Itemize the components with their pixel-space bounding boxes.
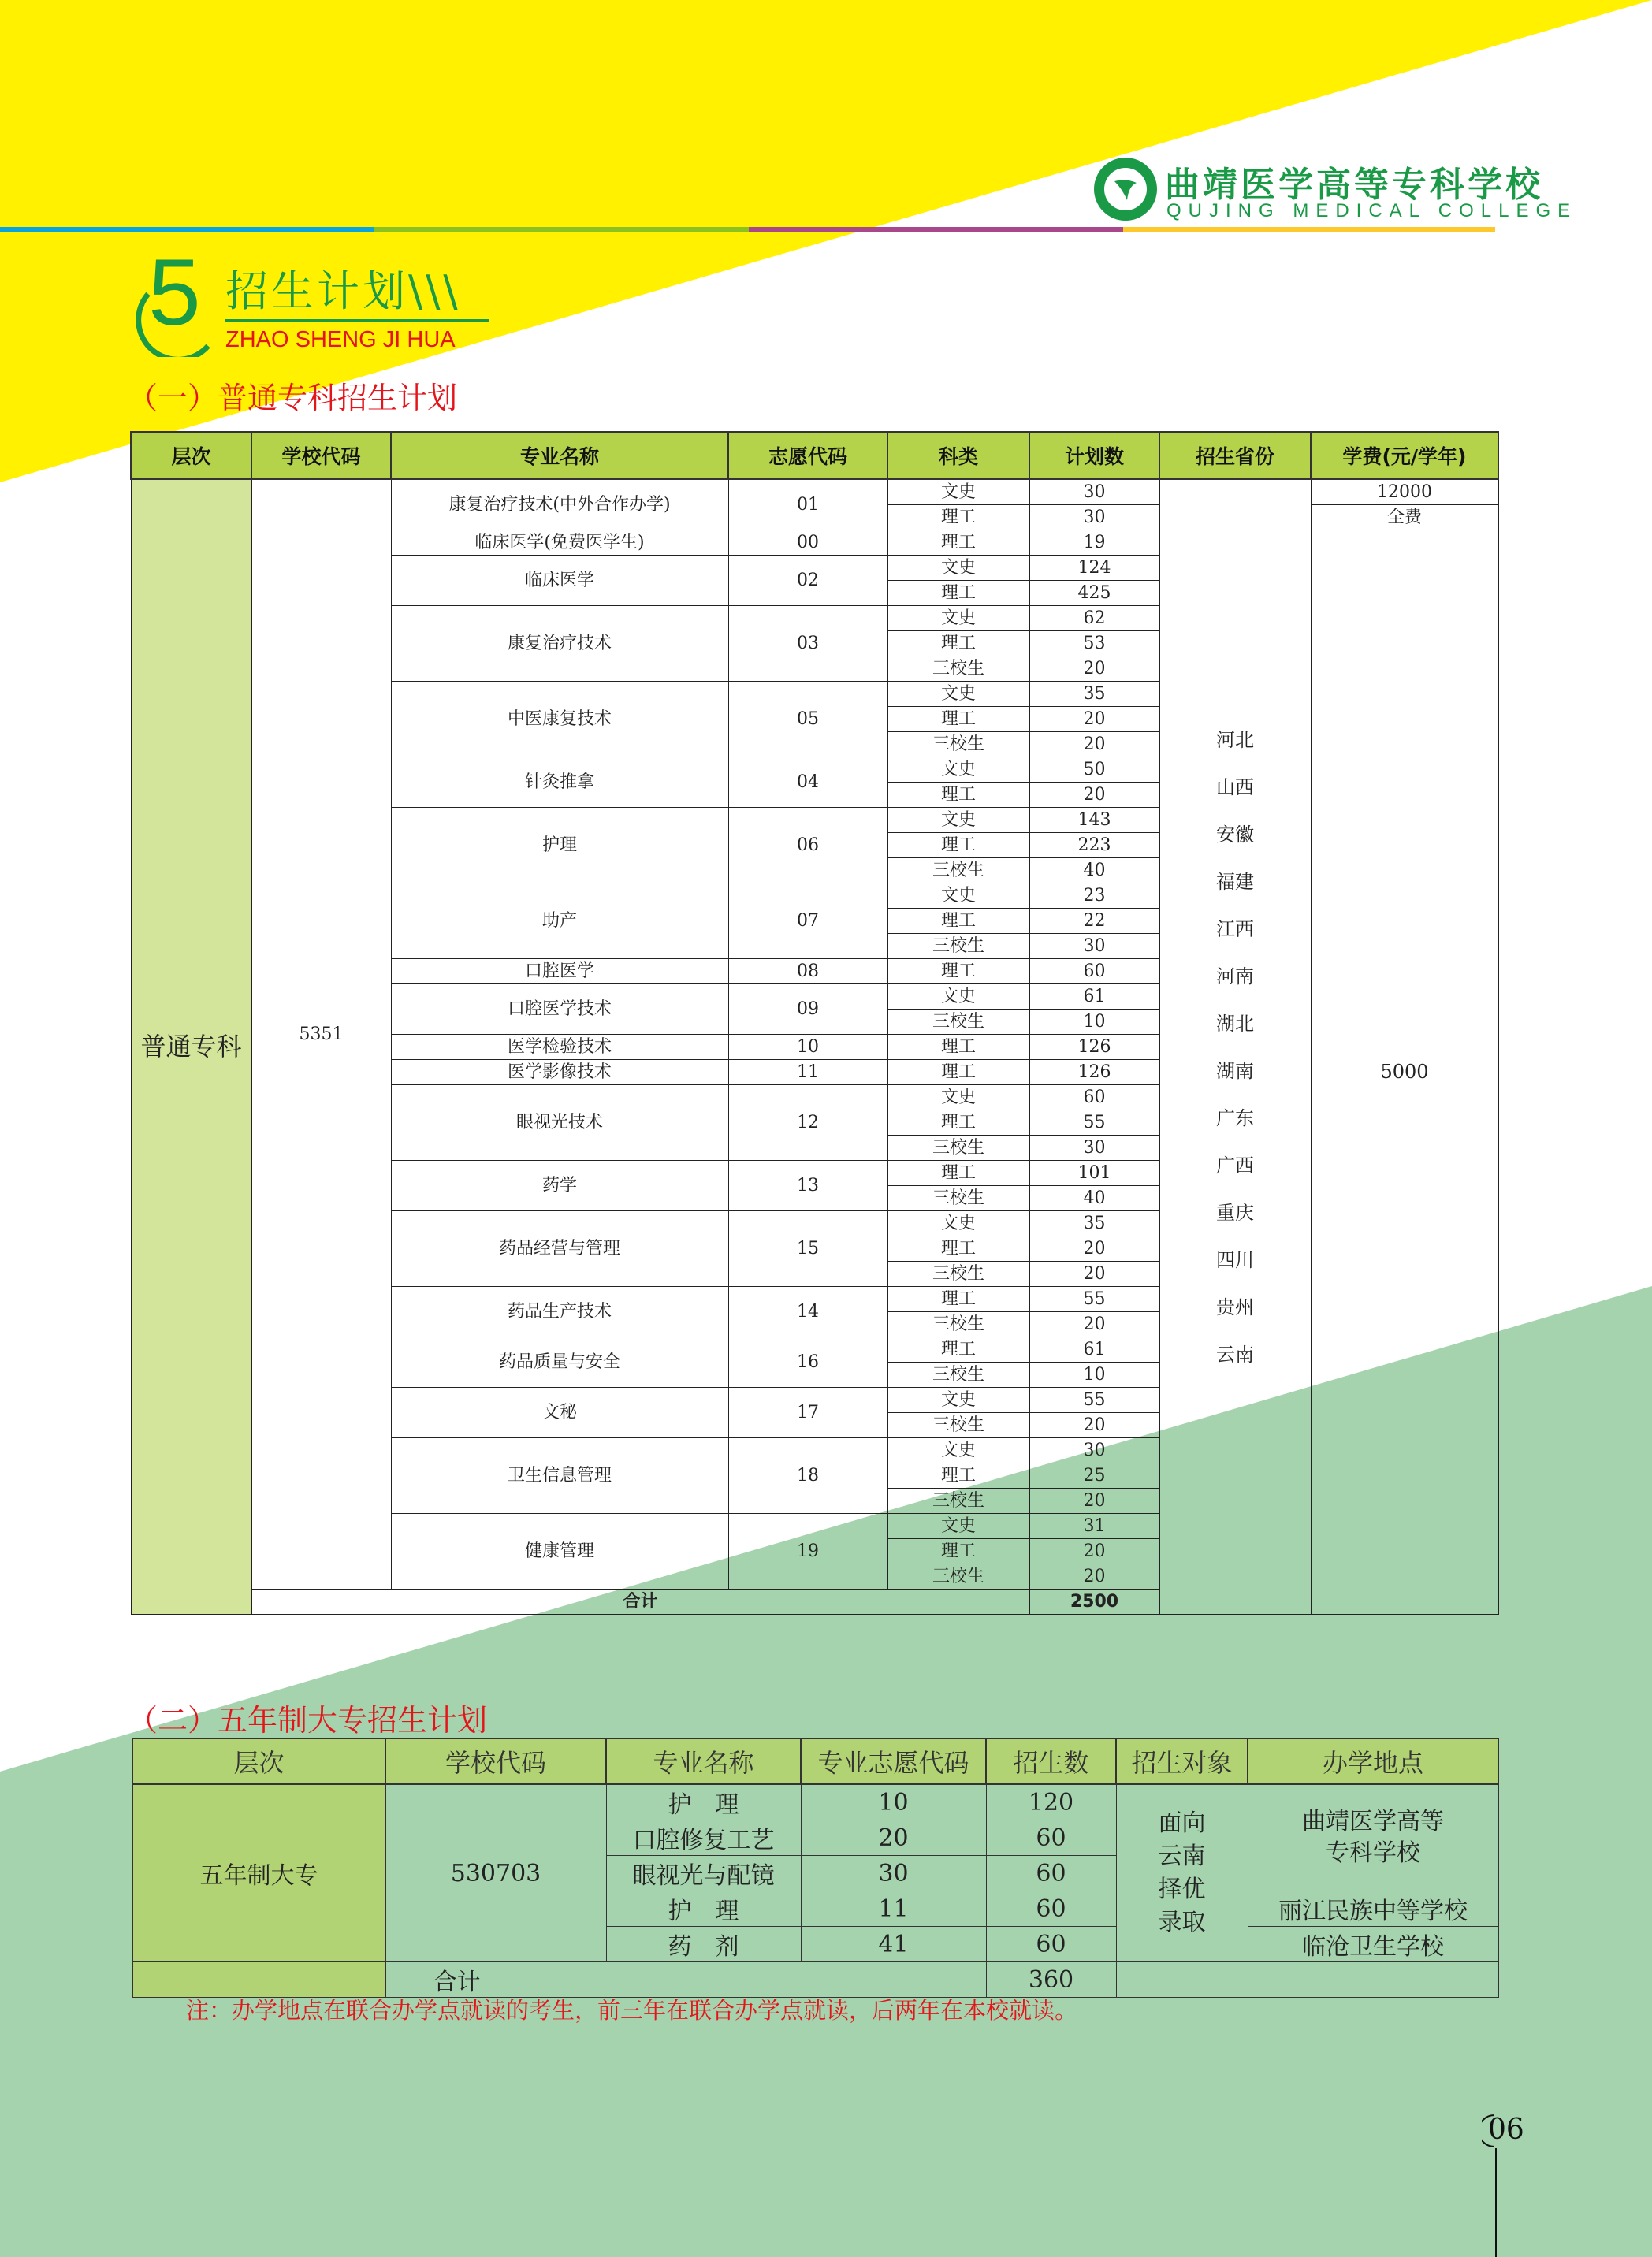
- table-header-row: [132, 1738, 1498, 1784]
- category-cell: 三校生: [887, 1312, 1029, 1337]
- plan-count-cell: 20: [1029, 783, 1159, 808]
- header-enroll-count: 招生数: [986, 1738, 1116, 1784]
- plan-count-cell: 53: [1029, 631, 1159, 656]
- color-stripe-yellow: [1123, 227, 1495, 232]
- choice-code-cell: 06: [728, 808, 887, 883]
- plan-count-cell: 61: [1029, 984, 1159, 1010]
- plan-count-cell: 40: [1029, 1186, 1159, 1211]
- category-cell: 文史: [887, 1438, 1029, 1463]
- header-tuition: 学费(元/学年): [1311, 432, 1498, 479]
- major-name-cell: 临床医学: [391, 556, 728, 606]
- category-cell: 理工: [887, 833, 1029, 858]
- target-line: 择优: [1158, 1876, 1206, 1903]
- category-cell: 三校生: [887, 1186, 1029, 1211]
- table-row: [131, 479, 1498, 505]
- province-item: 河南: [1216, 965, 1254, 987]
- plan-count-cell: 35: [1029, 682, 1159, 707]
- plan-count-cell: 60: [1029, 959, 1159, 984]
- location-lijiang-cell: 丽江民族中等学校: [1248, 1891, 1498, 1927]
- major-name-cell: 眼视光技术: [391, 1085, 728, 1161]
- category-cell: 文史: [887, 883, 1029, 909]
- major-cell: 口腔修复工艺: [606, 1820, 801, 1856]
- color-stripe-blue: [0, 227, 374, 232]
- category-cell: 理工: [887, 1110, 1029, 1136]
- plan-count-cell: 126: [1029, 1060, 1159, 1085]
- major-name-cell: 临床医学(免费医学生): [391, 530, 728, 556]
- category-cell: 文史: [887, 1085, 1029, 1110]
- plan-count-cell: 20: [1029, 1413, 1159, 1438]
- category-cell: 理工: [887, 1035, 1029, 1060]
- plan-count-cell: 23: [1029, 883, 1159, 909]
- page-number-line: [1495, 2148, 1497, 2257]
- choice-code-cell: 05: [728, 682, 887, 757]
- header-school-code: 学校代码: [385, 1738, 606, 1784]
- school-code-cell: 5351: [251, 479, 391, 1590]
- color-stripe-purple: [749, 227, 1123, 232]
- count-cell: 60: [986, 1820, 1116, 1856]
- province-item: 福建: [1216, 870, 1254, 893]
- header-school-code: 学校代码: [251, 432, 391, 479]
- plan-count-cell: 143: [1029, 808, 1159, 833]
- category-cell: 三校生: [887, 1262, 1029, 1287]
- plan-count-cell: 19: [1029, 530, 1159, 556]
- location-lincang-cell: 临沧卫生学校: [1248, 1927, 1498, 1962]
- category-cell: 三校生: [887, 1564, 1029, 1590]
- category-cell: 三校生: [887, 858, 1029, 883]
- category-cell: 理工: [887, 959, 1029, 984]
- school-name-en: QUJING MEDICAL COLLEGE: [1166, 200, 1578, 221]
- code-cell: 20: [801, 1820, 986, 1856]
- category-cell: 理工: [887, 530, 1029, 556]
- plan-count-cell: 124: [1029, 556, 1159, 581]
- major-cell: 药 剂: [606, 1927, 801, 1962]
- major-name-cell: 文秘: [391, 1388, 728, 1438]
- province-item: 湖南: [1216, 1059, 1254, 1082]
- category-cell: 文史: [887, 808, 1029, 833]
- total-label: 合计: [385, 1962, 986, 1998]
- title-underline: [225, 319, 489, 322]
- category-cell: 三校生: [887, 732, 1029, 757]
- plan-count-cell: 20: [1029, 1236, 1159, 1262]
- category-cell: 理工: [887, 1060, 1029, 1085]
- plan-count-cell: 30: [1029, 505, 1159, 530]
- total-value: 360: [986, 1962, 1116, 1998]
- plan-count-cell: 101: [1029, 1161, 1159, 1186]
- choice-code-cell: 14: [728, 1287, 887, 1337]
- school-logo: [1094, 156, 1578, 227]
- category-cell: 文史: [887, 479, 1029, 505]
- level-cell: 五年制大专: [132, 1784, 385, 1962]
- header-major: 专业名称: [606, 1738, 801, 1784]
- location-main-cell: [1248, 1784, 1498, 1891]
- major-name-cell: 中医康复技术: [391, 682, 728, 757]
- total-level-cell: [132, 1962, 385, 1998]
- plan-count-cell: 62: [1029, 606, 1159, 631]
- category-cell: 理工: [887, 707, 1029, 732]
- header-level: 层次: [131, 432, 251, 479]
- choice-code-cell: 12: [728, 1085, 887, 1161]
- major-name-cell: 药学: [391, 1161, 728, 1211]
- major-cell: 眼视光与配镜: [606, 1856, 801, 1891]
- total-label: 合计: [251, 1590, 1029, 1615]
- table2-heading: （二）五年制大专招生计划: [128, 1703, 488, 1738]
- category-cell: 文史: [887, 1388, 1029, 1413]
- plan-count-cell: 55: [1029, 1388, 1159, 1413]
- province-item: 广东: [1216, 1106, 1254, 1129]
- province-item: 四川: [1216, 1248, 1254, 1271]
- plan-count-cell: 20: [1029, 1489, 1159, 1514]
- choice-code-cell: 17: [728, 1388, 887, 1438]
- category-cell: 理工: [887, 631, 1029, 656]
- major-name-cell: 医学检验技术: [391, 1035, 728, 1060]
- category-cell: 理工: [887, 1539, 1029, 1564]
- plan-count-cell: 30: [1029, 1136, 1159, 1161]
- province-item: 山西: [1216, 775, 1254, 798]
- plan-count-cell: 20: [1029, 732, 1159, 757]
- category-cell: 理工: [887, 909, 1029, 934]
- header-level: 层次: [132, 1738, 385, 1784]
- category-cell: 理工: [887, 1287, 1029, 1312]
- total-row: [132, 1962, 1498, 1998]
- major-name-cell: 卫生信息管理: [391, 1438, 728, 1514]
- major-name-cell: 助产: [391, 883, 728, 959]
- code-cell: 10: [801, 1784, 986, 1820]
- category-cell: 理工: [887, 581, 1029, 606]
- choice-code-cell: 19: [728, 1514, 887, 1590]
- category-cell: 三校生: [887, 1489, 1029, 1514]
- province-item: 贵州: [1216, 1296, 1254, 1318]
- plan-count-cell: 126: [1029, 1035, 1159, 1060]
- major-name-cell: 口腔医学: [391, 959, 728, 984]
- total-empty-cell: [1248, 1962, 1498, 1998]
- major-name-cell: 口腔医学技术: [391, 984, 728, 1035]
- category-cell: 文史: [887, 757, 1029, 783]
- plan-count-cell: 30: [1029, 479, 1159, 505]
- plan-count-cell: 20: [1029, 1312, 1159, 1337]
- choice-code-cell: 18: [728, 1438, 887, 1514]
- choice-code-cell: 03: [728, 606, 887, 682]
- target-cell: [1116, 1784, 1248, 1962]
- choice-code-cell: 04: [728, 757, 887, 808]
- plan-count-cell: 22: [1029, 909, 1159, 934]
- target-line: 云南: [1158, 1842, 1206, 1870]
- count-cell: 60: [986, 1927, 1116, 1962]
- choice-code-cell: 13: [728, 1161, 887, 1211]
- major-name-cell: 健康管理: [391, 1514, 728, 1590]
- major-name-cell: 药品经营与管理: [391, 1211, 728, 1287]
- major-cell: 护 理: [606, 1891, 801, 1927]
- table-row: [132, 1784, 1498, 1820]
- choice-code-cell: 11: [728, 1060, 887, 1085]
- tuition-standard: 5000: [1311, 530, 1498, 1615]
- plan-count-cell: 20: [1029, 1262, 1159, 1287]
- major-name-cell: 药品质量与安全: [391, 1337, 728, 1388]
- province-item: 江西: [1216, 917, 1254, 940]
- plan-count-cell: 30: [1029, 934, 1159, 959]
- province-item: 云南: [1216, 1343, 1254, 1366]
- category-cell: 三校生: [887, 656, 1029, 682]
- header-choice-code: 志愿代码: [728, 432, 887, 479]
- header-major: 专业名称: [391, 432, 728, 479]
- plan-count-cell: 223: [1029, 833, 1159, 858]
- header-location: 办学地点: [1248, 1738, 1498, 1784]
- major-name-cell: 针灸推拿: [391, 757, 728, 808]
- section-title-cn: 招生计划\\\: [225, 266, 461, 316]
- count-cell: 60: [986, 1891, 1116, 1927]
- plan-count-cell: 61: [1029, 1337, 1159, 1363]
- count-cell: 60: [986, 1856, 1116, 1891]
- plan-count-cell: 10: [1029, 1363, 1159, 1388]
- choice-code-cell: 07: [728, 883, 887, 959]
- province-item: 安徽: [1216, 823, 1254, 846]
- five-year-college-plan-table: [132, 1738, 1499, 1998]
- choice-code-cell: 10: [728, 1035, 887, 1060]
- plan-count-cell: 20: [1029, 1564, 1159, 1590]
- plan-count-cell: 25: [1029, 1463, 1159, 1489]
- location-main: 曲靖医学高等专科学校: [1302, 1808, 1444, 1867]
- school-code-cell: 530703: [385, 1784, 606, 1962]
- regular-college-plan-table: [130, 431, 1499, 1615]
- choice-code-cell: 16: [728, 1337, 887, 1388]
- category-cell: 理工: [887, 1161, 1029, 1186]
- plan-count-cell: 20: [1029, 656, 1159, 682]
- major-name-cell: 康复治疗技术(中外合作办学): [391, 479, 728, 530]
- tuition-coop-amount: 12000: [1311, 479, 1498, 505]
- major-name-cell: 康复治疗技术: [391, 606, 728, 682]
- plan-count-cell: 60: [1029, 1085, 1159, 1110]
- major-name-cell: 药品生产技术: [391, 1287, 728, 1337]
- choice-code-cell: 00: [728, 530, 887, 556]
- section-number: 5: [148, 240, 201, 345]
- code-cell: 41: [801, 1927, 986, 1962]
- header-target: 招生对象: [1116, 1738, 1248, 1784]
- header-category: 科类: [887, 432, 1029, 479]
- target-line: 面向: [1158, 1809, 1206, 1837]
- tuition-coop-note: 全费: [1311, 505, 1498, 530]
- choice-code-cell: 09: [728, 984, 887, 1035]
- choice-code-cell: 02: [728, 556, 887, 606]
- page-number: 06: [1488, 2114, 1524, 2146]
- code-cell: 30: [801, 1856, 986, 1891]
- province-item: 河北: [1216, 728, 1254, 751]
- plan-count-cell: 40: [1029, 858, 1159, 883]
- category-cell: 三校生: [887, 1413, 1029, 1438]
- header-provinces: 招生省份: [1159, 432, 1311, 479]
- color-stripe-green: [374, 227, 749, 232]
- plan-count-cell: 10: [1029, 1010, 1159, 1035]
- plan-count-cell: 30: [1029, 1438, 1159, 1463]
- category-cell: 文史: [887, 984, 1029, 1010]
- plan-count-cell: 55: [1029, 1287, 1159, 1312]
- plan-count-cell: 31: [1029, 1514, 1159, 1539]
- section-title: [132, 240, 511, 359]
- category-cell: 三校生: [887, 1010, 1029, 1035]
- header-choice-code: 专业志愿代码: [801, 1738, 986, 1784]
- plan-count-cell: 20: [1029, 1539, 1159, 1564]
- table-header-row: [131, 432, 1498, 479]
- target-line: 录取: [1158, 1909, 1206, 1936]
- category-cell: 文史: [887, 1211, 1029, 1236]
- plan-count-cell: 50: [1029, 757, 1159, 783]
- category-cell: 理工: [887, 505, 1029, 530]
- category-cell: 文史: [887, 1514, 1029, 1539]
- code-cell: 11: [801, 1891, 986, 1927]
- major-cell: 护 理: [606, 1784, 801, 1820]
- section-title-pinyin: ZHAO SHENG JI HUA: [225, 327, 456, 352]
- table1-heading: （一）普通专科招生计划: [128, 381, 458, 415]
- choice-code-cell: 15: [728, 1211, 887, 1287]
- provinces-cell: [1159, 479, 1311, 1615]
- category-cell: 理工: [887, 1337, 1029, 1363]
- total-empty-cell: [1116, 1962, 1248, 1998]
- total-value: 2500: [1029, 1590, 1159, 1615]
- count-cell: 120: [986, 1784, 1116, 1820]
- category-cell: 理工: [887, 783, 1029, 808]
- footnote: 注：办学地点在联合办学点就读的考生，前三年在联合办学点就读，后两年在本校就读。: [186, 1997, 1078, 2024]
- plan-count-cell: 425: [1029, 581, 1159, 606]
- school-emblem-icon: [1094, 158, 1157, 221]
- plan-count-cell: 20: [1029, 707, 1159, 732]
- major-name-cell: 护理: [391, 808, 728, 883]
- province-item: 广西: [1216, 1154, 1254, 1177]
- category-cell: 文史: [887, 606, 1029, 631]
- choice-code-cell: 08: [728, 959, 887, 984]
- category-cell: 理工: [887, 1463, 1029, 1489]
- province-item: 重庆: [1216, 1201, 1254, 1224]
- plan-count-cell: 35: [1029, 1211, 1159, 1236]
- category-cell: 三校生: [887, 934, 1029, 959]
- school-name-cn: 曲靖医学高等专科学校: [1165, 165, 1543, 205]
- category-cell: 文史: [887, 556, 1029, 581]
- category-cell: 文史: [887, 682, 1029, 707]
- choice-code-cell: 01: [728, 479, 887, 530]
- category-cell: 理工: [887, 1236, 1029, 1262]
- plan-count-cell: 55: [1029, 1110, 1159, 1136]
- header-plan-count: 计划数: [1029, 432, 1159, 479]
- category-cell: 三校生: [887, 1363, 1029, 1388]
- province-item: 湖北: [1216, 1012, 1254, 1035]
- category-cell: 三校生: [887, 1136, 1029, 1161]
- major-name-cell: 医学影像技术: [391, 1060, 728, 1085]
- level-cell: 普通专科: [131, 479, 251, 1615]
